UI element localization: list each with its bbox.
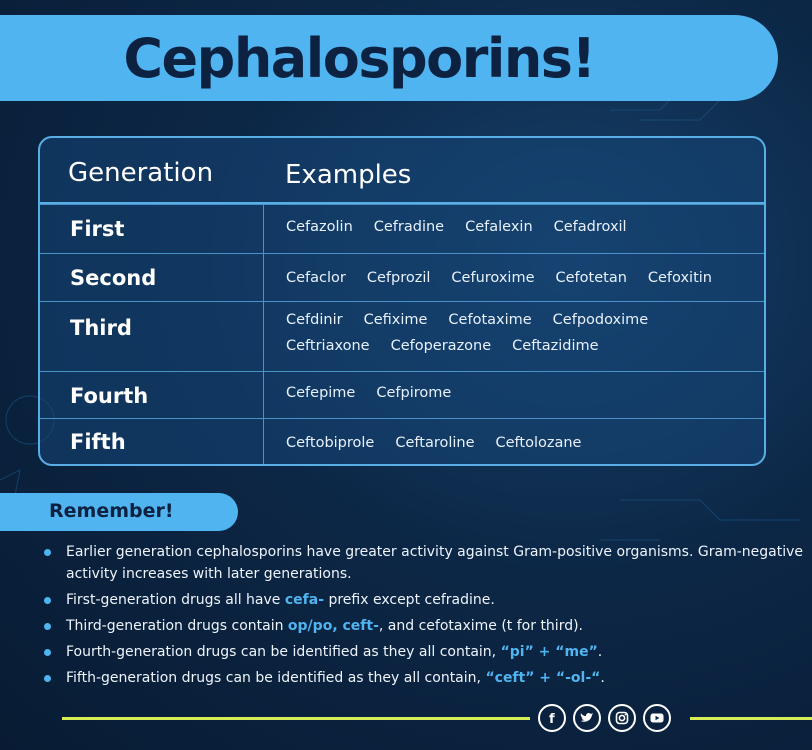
title-banner xyxy=(0,15,778,101)
drug-name: Cefoperazone xyxy=(390,338,492,354)
drug-name: Ceftazidime xyxy=(512,338,599,354)
note-text: prefix except cefradine. xyxy=(324,592,495,608)
footer-line-right xyxy=(690,717,812,720)
examples-line xyxy=(286,338,620,354)
table-header xyxy=(40,138,764,204)
generation-cell: Second xyxy=(70,266,157,290)
page-title: Cephalosporins! xyxy=(123,26,595,90)
generation-cell: Fourth xyxy=(70,384,149,408)
drug-name: Cefpodoxime xyxy=(552,312,649,328)
generation-cell: Third xyxy=(70,316,132,340)
drug-name: Cefalexin xyxy=(465,219,533,235)
examples-line xyxy=(286,219,648,235)
note-text: . xyxy=(597,644,603,660)
remember-note xyxy=(44,641,804,663)
highlighted-term: “pi” + “me” xyxy=(500,644,598,660)
note-text: Third-generation drugs contain xyxy=(66,618,288,634)
drug-name: Ceftolozane xyxy=(495,435,582,451)
examples-line xyxy=(286,312,669,328)
drug-name: Cefdinir xyxy=(286,312,343,328)
generation-cell: First xyxy=(70,217,125,241)
drug-name: Ceftobiprole xyxy=(286,435,375,451)
examples-line xyxy=(286,385,472,401)
instagram-icon[interactable] xyxy=(608,704,636,732)
examples-line xyxy=(286,435,602,451)
drug-name: Cefprozil xyxy=(366,270,431,286)
remember-notes-list xyxy=(44,541,804,693)
svg-text:f: f xyxy=(549,712,555,725)
drug-name: Cefradine xyxy=(373,219,445,235)
drug-name: Cefepime xyxy=(286,385,356,401)
drug-name: Cefpirome xyxy=(376,385,452,401)
drug-name: Cefazolin xyxy=(286,219,353,235)
drug-name: Cefaclor xyxy=(286,270,346,286)
note-text: , and cefotaxime (t for third). xyxy=(378,618,584,634)
remember-label: Remember! xyxy=(49,500,174,522)
generation-cell: Fifth xyxy=(70,430,126,454)
examples-line xyxy=(286,270,733,286)
drug-name: Cefuroxime xyxy=(451,270,535,286)
header-generation: Generation xyxy=(68,158,214,188)
table-row xyxy=(40,204,764,253)
drug-name: Cefotetan xyxy=(555,270,627,286)
drug-name: Cefoxitin xyxy=(647,270,712,286)
table-row xyxy=(40,253,764,301)
drug-name: Ceftaroline xyxy=(395,435,475,451)
twitter-icon[interactable] xyxy=(573,704,601,732)
remember-note xyxy=(44,541,804,585)
drug-name: Ceftriaxone xyxy=(286,338,370,354)
table-row xyxy=(40,301,764,371)
table-row xyxy=(40,418,764,466)
note-text: Earlier generation cephalosporins have greater activity against Gram-positive organisms. Gram-negative activity increases with later generations. xyxy=(66,544,803,582)
drug-name: Cefixime xyxy=(363,312,428,328)
drug-name: Cefadroxil xyxy=(553,219,627,235)
remember-note xyxy=(44,667,804,689)
header-examples: Examples xyxy=(285,160,412,190)
table-row xyxy=(40,371,764,418)
note-text: Fifth-generation drugs can be identified as they all contain, xyxy=(66,670,486,686)
note-text: First-generation drugs all have xyxy=(66,592,285,608)
youtube-icon[interactable] xyxy=(643,704,671,732)
highlighted-term: “ceft” + “-ol-“ xyxy=(485,670,601,686)
highlighted-term: cefa- xyxy=(284,592,325,608)
highlighted-term: op/po, ceft- xyxy=(287,618,379,634)
remember-banner xyxy=(0,493,238,531)
remember-note xyxy=(44,615,804,637)
facebook-icon[interactable] xyxy=(538,704,566,732)
footer-line-left xyxy=(62,717,530,720)
note-text: . xyxy=(600,670,605,686)
generations-table xyxy=(38,136,766,466)
drug-name: Cefotaxime xyxy=(448,312,532,328)
remember-note xyxy=(44,589,804,611)
note-text: Fourth-generation drugs can be identified as they all contain, xyxy=(66,644,501,660)
